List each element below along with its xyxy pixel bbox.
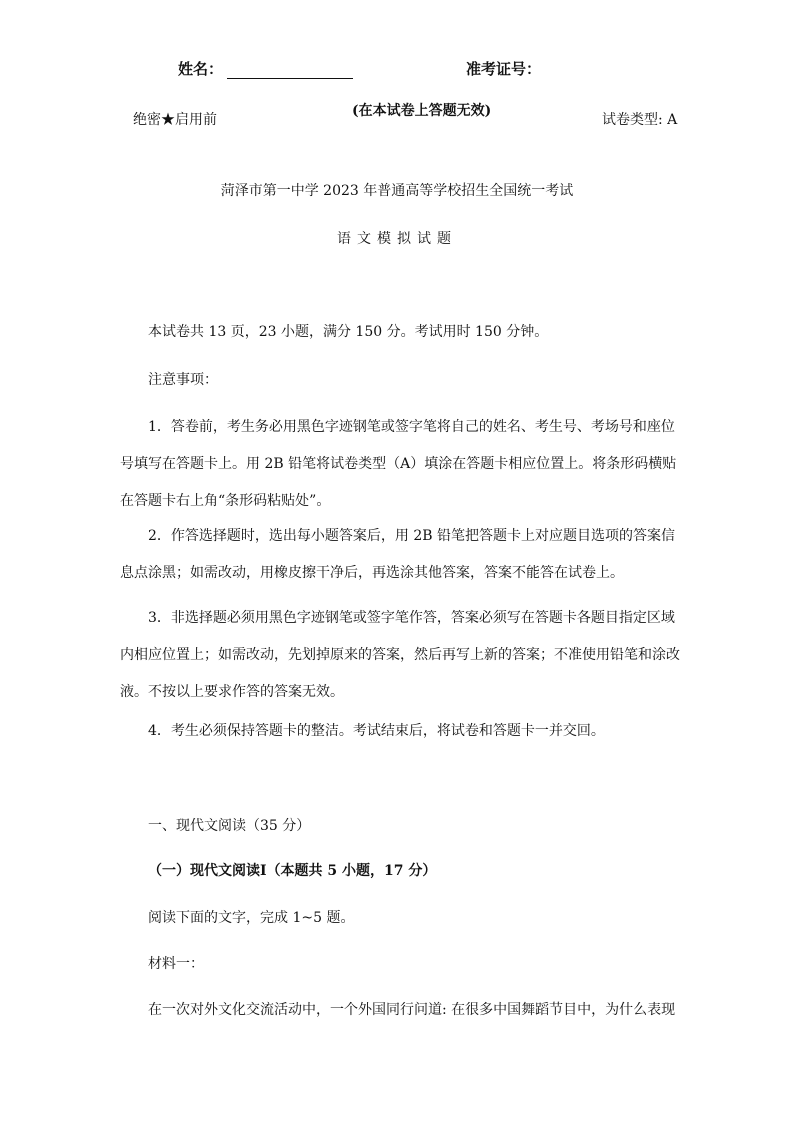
name-field bbox=[178, 58, 353, 79]
subsection-title: （一）现代文阅读Ⅰ（本题共 5 小题，17 分） bbox=[148, 863, 437, 879]
reading-instruction: 阅读下面的文字，完成 1~5 题。 bbox=[148, 910, 355, 926]
notice-item: 2．作答选择题时，选出每小题答案后，用 2B 铅笔把答题卡上对应题目选项的答案信息点涂黑；如需改动，用橡皮擦干净后，再选涂其他答案，答案不能答在试卷上。 bbox=[120, 528, 676, 581]
invalid-answer-note: (在本试卷上答题无效) bbox=[352, 103, 492, 119]
section-title: 一、现代文阅读（35 分） bbox=[148, 818, 311, 834]
name-label: 姓名： bbox=[178, 60, 224, 78]
exam-intro: 本试卷共 13 页，23 小题，满分 150 分。考试用时 150 分钟。 bbox=[148, 324, 549, 340]
exam-title: 菏泽市第一中学 2023 年普通高等学校招生全国统一考试 bbox=[220, 183, 574, 199]
name-blank-line[interactable] bbox=[227, 63, 353, 79]
material-label: 材料一： bbox=[148, 956, 204, 972]
exam-id-label: 准考证号： bbox=[466, 60, 542, 78]
paper-type-label: 试卷类型: A bbox=[602, 112, 678, 128]
notice-heading: 注意事项： bbox=[148, 372, 218, 388]
notice-item: 4．考生必须保持答题卡的整洁。考试结束后，将试卷和答题卡一并交回。 bbox=[148, 723, 605, 739]
confidential-label: 绝密★启用前 bbox=[133, 112, 217, 128]
notice-item: 3．非选择题必须用黑色字迹钢笔或签字笔作答，答案必须写在答题卡各题目指定区域内相应位置上；如需改动，先划掉原来的答案，然后再写上新的答案；不准使用铅笔和涂改液。不按以上要求作答的答案无效。 bbox=[120, 610, 680, 700]
material-body: 在一次对外文化交流活动中，一个外国同行问道: 在很多中国舞蹈节目中，为什么表现 bbox=[148, 1002, 676, 1018]
notice-item: 1．答卷前，考生务必用黑色字迹钢笔或签字笔将自己的姓名、考生号、考场号和座位号填写在答题卡上。用 2B 铅笔将试卷类型（A）填涂在答题卡相应位置上。将条形码横贴在答题卡右上角“条形码粘贴处”。 bbox=[120, 419, 677, 509]
subject-title: 语文模拟试题 bbox=[337, 231, 457, 247]
